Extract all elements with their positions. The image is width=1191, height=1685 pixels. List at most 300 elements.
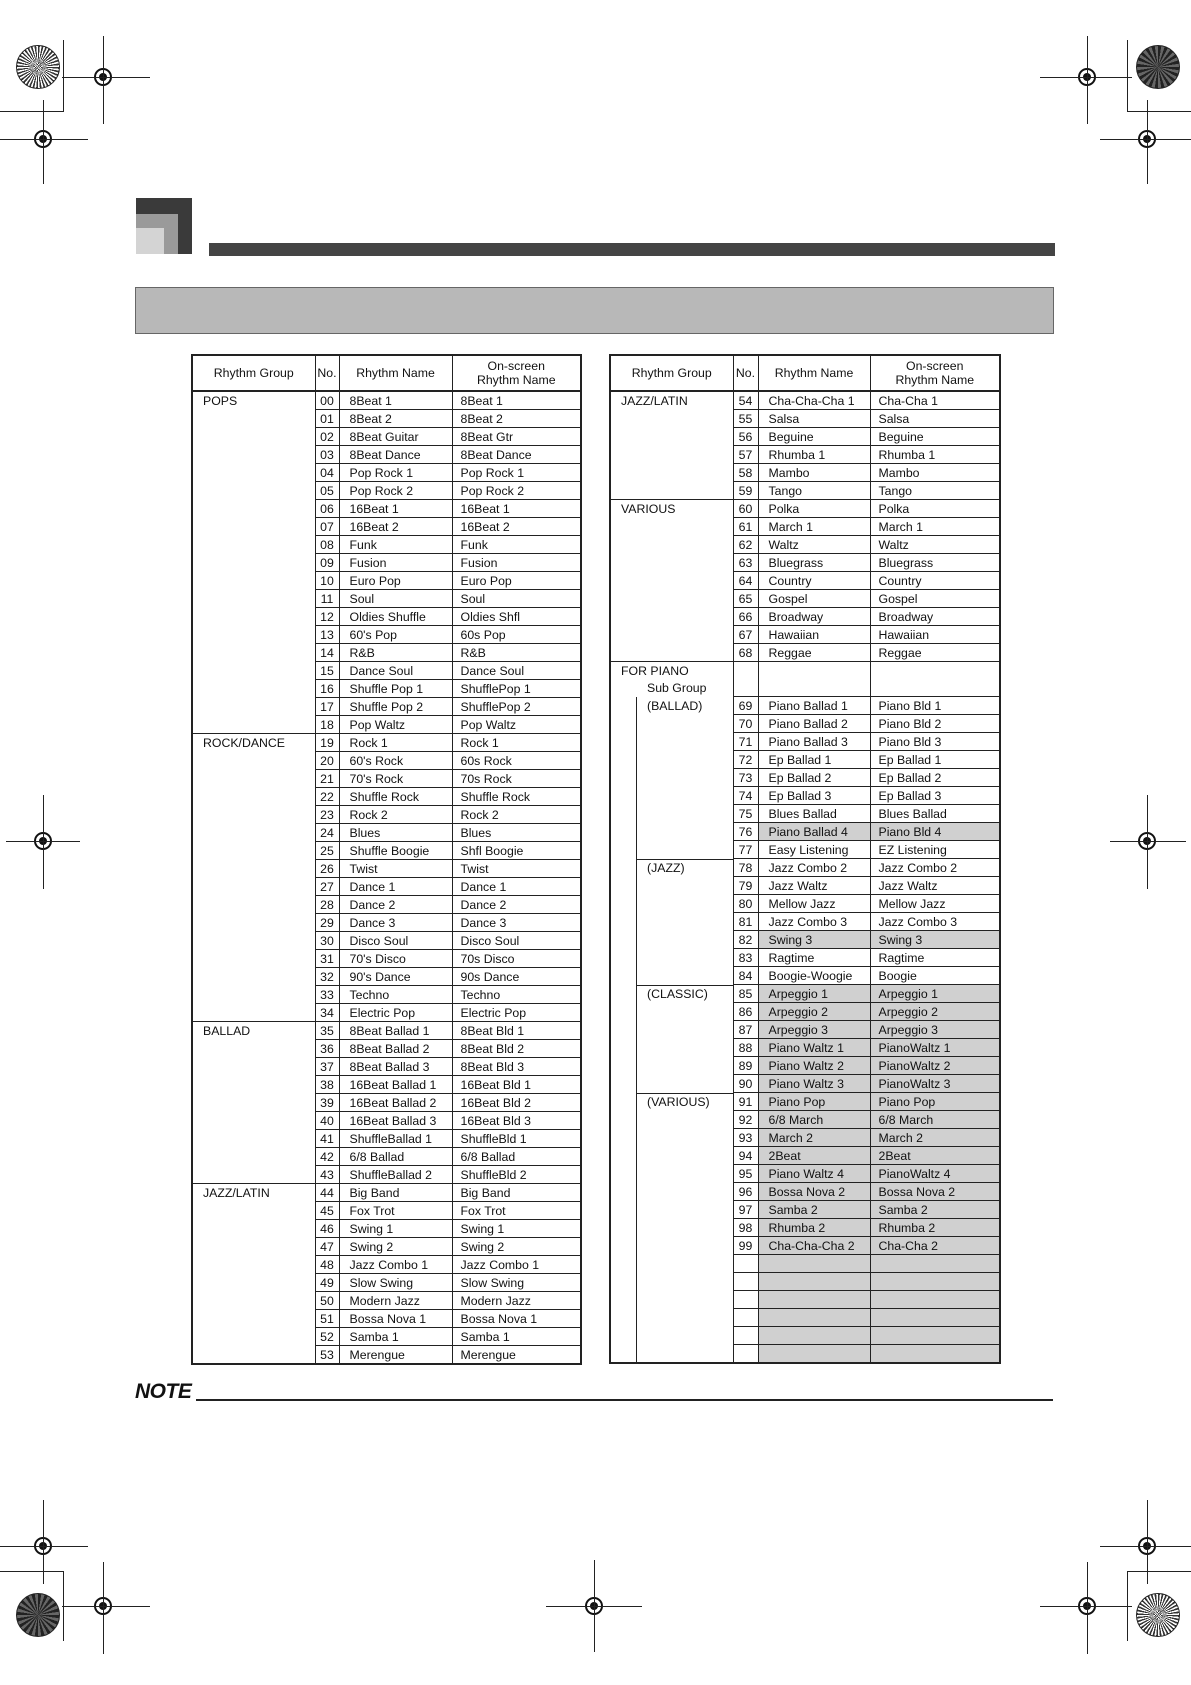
table-header-row [610, 355, 1000, 391]
onscreen-rhythm-name: Dance 1 [452, 878, 581, 896]
rhythm-name: 8Beat Ballad 1 [339, 1022, 452, 1040]
header-no: No. [315, 355, 339, 391]
onscreen-rhythm-name: Modern Jazz [452, 1292, 581, 1310]
rhythm-group-cell [610, 1147, 733, 1165]
rhythm-number: 59 [733, 482, 758, 500]
table-row [192, 572, 581, 590]
rhythm-table-left [191, 354, 582, 1365]
table-row [610, 805, 1000, 823]
onscreen-rhythm-name: ShuffleBld 2 [452, 1166, 581, 1184]
table-row [610, 787, 1000, 805]
rhythm-number: 89 [733, 1057, 758, 1075]
rhythm-name [758, 662, 870, 680]
table-row [610, 1237, 1000, 1255]
onscreen-rhythm-name [870, 662, 1000, 680]
rhythm-number: 98 [733, 1219, 758, 1237]
onscreen-rhythm-name: Bossa Nova 2 [870, 1183, 1000, 1201]
rhythm-number: 47 [315, 1238, 339, 1256]
rhythm-name: Arpeggio 2 [758, 1003, 870, 1021]
rhythm-group-cell [610, 464, 733, 482]
rhythm-number: 19 [315, 734, 339, 752]
table-row [610, 626, 1000, 644]
rhythm-group-cell [192, 446, 315, 464]
rhythm-name: Cha-Cha-Cha 1 [758, 391, 870, 410]
table-row [610, 554, 1000, 572]
rhythm-number: 65 [733, 590, 758, 608]
rhythm-number: 64 [733, 572, 758, 590]
onscreen-rhythm-name: Reggae [870, 644, 1000, 662]
table-row [610, 967, 1000, 985]
rhythm-name: 2Beat [758, 1147, 870, 1165]
rhythm-group-cell [192, 986, 315, 1004]
rhythm-group-cell [192, 1238, 315, 1256]
rhythm-name: Swing 3 [758, 931, 870, 949]
rhythm-name: Bossa Nova 1 [339, 1310, 452, 1328]
rhythm-name: Modern Jazz [339, 1292, 452, 1310]
onscreen-rhythm-name: Arpeggio 1 [870, 985, 1000, 1003]
rhythm-number: 35 [315, 1022, 339, 1040]
rhythm-name: Jazz Combo 2 [758, 859, 870, 877]
table-row [610, 1273, 1000, 1291]
table-row [192, 482, 581, 500]
rhythm-group-cell [192, 1112, 315, 1130]
rhythm-name: Ragtime [758, 949, 870, 967]
onscreen-rhythm-name: Oldies Shfl [452, 608, 581, 626]
onscreen-rhythm-name: Pop Waltz [452, 716, 581, 734]
onscreen-rhythm-name [870, 1345, 1000, 1364]
onscreen-rhythm-name: Mellow Jazz [870, 895, 1000, 913]
rhythm-number: 85 [733, 985, 758, 1003]
rhythm-group-cell [610, 554, 733, 572]
onscreen-rhythm-name: 16Beat 2 [452, 518, 581, 536]
rhythm-group-cell: JAZZ/LATIN [192, 1184, 315, 1202]
table-row [610, 1111, 1000, 1129]
rhythm-number: 86 [733, 1003, 758, 1021]
table-row [192, 428, 581, 446]
rhythm-number: 70 [733, 715, 758, 733]
rhythm-name: Tango [758, 482, 870, 500]
table-row [192, 968, 581, 986]
rhythm-number: 05 [315, 482, 339, 500]
rhythm-name: Shuffle Boogie [339, 842, 452, 860]
rhythm-number: 26 [315, 860, 339, 878]
rhythm-group-cell [192, 464, 315, 482]
table-row [610, 1075, 1000, 1093]
rhythm-number: 91 [733, 1093, 758, 1111]
rhythm-number: 02 [315, 428, 339, 446]
onscreen-rhythm-name: Shfl Boogie [452, 842, 581, 860]
onscreen-rhythm-name [870, 1327, 1000, 1345]
onscreen-rhythm-name: ShufflePop 2 [452, 698, 581, 716]
header-rhythm-name: Rhythm Name [339, 355, 452, 391]
rhythm-group-cell [610, 841, 733, 859]
rhythm-name: Shuffle Pop 1 [339, 680, 452, 698]
rhythm-group-cell [610, 733, 733, 751]
rhythm-group-cell: Sub Group [610, 679, 733, 697]
rhythm-name: Rock 2 [339, 806, 452, 824]
rhythm-number: 15 [315, 662, 339, 680]
rhythm-name: Mambo [758, 464, 870, 482]
rhythm-name: 8Beat Ballad 2 [339, 1040, 452, 1058]
rhythm-name [758, 1255, 870, 1273]
onscreen-rhythm-name: 6/8 Ballad [452, 1148, 581, 1166]
rhythm-group-cell [192, 878, 315, 896]
table-row [192, 770, 581, 788]
onscreen-rhythm-name: Swing 1 [452, 1220, 581, 1238]
rhythm-number: 97 [733, 1201, 758, 1219]
rhythm-group-cell [192, 1256, 315, 1274]
rhythm-number: 90 [733, 1075, 758, 1093]
onscreen-rhythm-name: Dance 2 [452, 896, 581, 914]
rhythm-group-cell: POPS [192, 391, 315, 410]
rhythm-group-cell [610, 1273, 733, 1291]
rhythm-number: 58 [733, 464, 758, 482]
rhythm-group-cell [610, 446, 733, 464]
rhythm-group-cell: (VARIOUS) [610, 1093, 733, 1111]
onscreen-rhythm-name: Fusion [452, 554, 581, 572]
onscreen-rhythm-name: Samba 2 [870, 1201, 1000, 1219]
rhythm-name: Hawaiian [758, 626, 870, 644]
table-row [192, 842, 581, 860]
table-row [610, 391, 1000, 410]
rhythm-group-cell [192, 536, 315, 554]
rhythm-group-cell [192, 1346, 315, 1365]
rhythm-name: Blues Ballad [758, 805, 870, 823]
rhythm-group-cell [192, 1040, 315, 1058]
rhythm-name [758, 1345, 870, 1364]
table-row [610, 913, 1000, 931]
rhythm-name: Bossa Nova 2 [758, 1183, 870, 1201]
rhythm-group-cell [192, 482, 315, 500]
onscreen-rhythm-name: Ragtime [870, 949, 1000, 967]
onscreen-rhythm-name: 8Beat Bld 3 [452, 1058, 581, 1076]
rhythm-number: 11 [315, 590, 339, 608]
rhythm-name: Piano Waltz 1 [758, 1039, 870, 1057]
rhythm-name: Arpeggio 1 [758, 985, 870, 1003]
onscreen-rhythm-name: Swing 3 [870, 931, 1000, 949]
table-row [192, 554, 581, 572]
rhythm-name [758, 1291, 870, 1309]
table-row [610, 1327, 1000, 1345]
onscreen-rhythm-name: Jazz Waltz [870, 877, 1000, 895]
color-wheel-icon [16, 45, 60, 89]
rhythm-name: 60's Pop [339, 626, 452, 644]
rhythm-group-cell [192, 716, 315, 734]
rhythm-name: Piano Ballad 4 [758, 823, 870, 841]
rhythm-number: 07 [315, 518, 339, 536]
table-row [610, 679, 1000, 697]
rhythm-name: Bluegrass [758, 554, 870, 572]
rhythm-number: 75 [733, 805, 758, 823]
onscreen-rhythm-name: R&B [452, 644, 581, 662]
rhythm-number [733, 1291, 758, 1309]
table-row [610, 1219, 1000, 1237]
rhythm-number: 06 [315, 500, 339, 518]
rhythm-number: 77 [733, 841, 758, 859]
rhythm-name: Electric Pop [339, 1004, 452, 1022]
rhythm-number: 04 [315, 464, 339, 482]
table-row [192, 1130, 581, 1148]
rhythm-name: March 2 [758, 1129, 870, 1147]
rhythm-name: Dance 1 [339, 878, 452, 896]
rhythm-name: Country [758, 572, 870, 590]
rhythm-name: 8Beat Ballad 3 [339, 1058, 452, 1076]
table-row [610, 536, 1000, 554]
table-row [610, 410, 1000, 428]
table-row [610, 482, 1000, 500]
table-row [610, 446, 1000, 464]
rhythm-group-cell [610, 823, 733, 841]
rhythm-group-cell [192, 500, 315, 518]
onscreen-rhythm-name: 8Beat Gtr [452, 428, 581, 446]
table-row [610, 1165, 1000, 1183]
rhythm-group-cell [192, 428, 315, 446]
rhythm-number: 99 [733, 1237, 758, 1255]
table-row [610, 1093, 1000, 1111]
table-row [610, 500, 1000, 518]
rhythm-number: 18 [315, 716, 339, 734]
rhythm-group-cell [192, 644, 315, 662]
rhythm-name: Broadway [758, 608, 870, 626]
rhythm-name: Salsa [758, 410, 870, 428]
onscreen-rhythm-name: Beguine [870, 428, 1000, 446]
rhythm-number: 42 [315, 1148, 339, 1166]
rhythm-name: Dance Soul [339, 662, 452, 680]
rhythm-number [733, 1345, 758, 1364]
onscreen-rhythm-name: Soul [452, 590, 581, 608]
onscreen-rhythm-name: Funk [452, 536, 581, 554]
table-row [192, 986, 581, 1004]
rhythm-number: 17 [315, 698, 339, 716]
table-row [610, 859, 1000, 877]
rhythm-number: 49 [315, 1274, 339, 1292]
table-row [610, 823, 1000, 841]
onscreen-rhythm-name: PianoWaltz 1 [870, 1039, 1000, 1057]
table-row [610, 715, 1000, 733]
rhythm-name: 16Beat Ballad 1 [339, 1076, 452, 1094]
note-rule [196, 1399, 1053, 1401]
onscreen-rhythm-name: Ep Ballad 1 [870, 751, 1000, 769]
rhythm-number: 68 [733, 644, 758, 662]
rhythm-number: 56 [733, 428, 758, 446]
table-row [192, 644, 581, 662]
rhythm-name: 8Beat Dance [339, 446, 452, 464]
rhythm-name: Ep Ballad 3 [758, 787, 870, 805]
rhythm-number: 74 [733, 787, 758, 805]
rhythm-group-cell [192, 914, 315, 932]
header-rhythm-group: Rhythm Group [192, 355, 315, 391]
table-row [610, 877, 1000, 895]
onscreen-rhythm-name: 16Beat Bld 1 [452, 1076, 581, 1094]
onscreen-rhythm-name: ShufflePop 1 [452, 680, 581, 698]
rhythm-number: 34 [315, 1004, 339, 1022]
rhythm-number: 31 [315, 950, 339, 968]
table-row [192, 464, 581, 482]
onscreen-rhythm-name: Dance 3 [452, 914, 581, 932]
table-row [192, 680, 581, 698]
rhythm-group-cell [192, 752, 315, 770]
rhythm-name: Dance 3 [339, 914, 452, 932]
rhythm-group-cell [610, 787, 733, 805]
onscreen-rhythm-name: 16Beat Bld 3 [452, 1112, 581, 1130]
rhythm-group-cell [192, 1130, 315, 1148]
rhythm-name: Merengue [339, 1346, 452, 1365]
rhythm-number [733, 1327, 758, 1345]
rhythm-group-cell [610, 895, 733, 913]
table-row [192, 518, 581, 536]
onscreen-rhythm-name: 8Beat 1 [452, 391, 581, 410]
onscreen-rhythm-name: Boogie [870, 967, 1000, 985]
rhythm-group-cell [610, 518, 733, 536]
rhythm-number: 57 [733, 446, 758, 464]
rhythm-group-cell [192, 896, 315, 914]
color-wheel-icon [1136, 1593, 1180, 1637]
rhythm-name: Cha-Cha-Cha 2 [758, 1237, 870, 1255]
rhythm-group-cell [610, 1327, 733, 1345]
rhythm-group-cell [610, 931, 733, 949]
onscreen-rhythm-name: Bluegrass [870, 554, 1000, 572]
onscreen-rhythm-name [870, 679, 1000, 697]
rhythm-name: 60's Rock [339, 752, 452, 770]
rhythm-name: Rhumba 1 [758, 446, 870, 464]
onscreen-rhythm-name: Rock 2 [452, 806, 581, 824]
onscreen-rhythm-name: 8Beat Dance [452, 446, 581, 464]
onscreen-rhythm-name: Ep Ballad 3 [870, 787, 1000, 805]
onscreen-rhythm-name: 16Beat Bld 2 [452, 1094, 581, 1112]
table-row [192, 626, 581, 644]
onscreen-rhythm-name: Piano Bld 3 [870, 733, 1000, 751]
table-row [192, 788, 581, 806]
rhythm-group-cell: (BALLAD) [610, 697, 733, 715]
rhythm-name: Dance 2 [339, 896, 452, 914]
table-row [192, 1274, 581, 1292]
rhythm-number: 51 [315, 1310, 339, 1328]
rhythm-group-cell [192, 1274, 315, 1292]
rhythm-number [733, 1273, 758, 1291]
rhythm-group-cell [610, 482, 733, 500]
rhythm-group-cell [610, 1021, 733, 1039]
table-row [192, 860, 581, 878]
table-row [192, 1292, 581, 1310]
table-row [610, 751, 1000, 769]
onscreen-rhythm-name [870, 1309, 1000, 1327]
rhythm-name: Piano Waltz 4 [758, 1165, 870, 1183]
rhythm-group-cell [192, 1328, 315, 1346]
onscreen-rhythm-name: Big Band [452, 1184, 581, 1202]
rhythm-group-cell [192, 824, 315, 842]
rhythm-name: Beguine [758, 428, 870, 446]
rhythm-number: 52 [315, 1328, 339, 1346]
rhythm-group-cell [192, 1148, 315, 1166]
table-row [610, 1129, 1000, 1147]
onscreen-rhythm-name: Cha-Cha 1 [870, 391, 1000, 410]
table-row [192, 1202, 581, 1220]
onscreen-rhythm-name: 70s Disco [452, 950, 581, 968]
rhythm-group-cell [610, 1003, 733, 1021]
rhythm-name: Ep Ballad 1 [758, 751, 870, 769]
rhythm-name: Rhumba 2 [758, 1219, 870, 1237]
table-row [192, 1058, 581, 1076]
onscreen-rhythm-name: 6/8 March [870, 1111, 1000, 1129]
table-row [192, 662, 581, 680]
rhythm-group-cell [192, 1166, 315, 1184]
rhythm-number: 20 [315, 752, 339, 770]
rhythm-group-cell [610, 608, 733, 626]
table-row [610, 931, 1000, 949]
rhythm-name: Piano Ballad 2 [758, 715, 870, 733]
table-row [610, 1309, 1000, 1327]
rhythm-number: 43 [315, 1166, 339, 1184]
rhythm-group-cell [610, 1219, 733, 1237]
header-onscreen-name: On-screen Rhythm Name [452, 355, 581, 391]
rhythm-number: 29 [315, 914, 339, 932]
table-row [610, 769, 1000, 787]
rhythm-group-cell [192, 590, 315, 608]
rhythm-number: 71 [733, 733, 758, 751]
rhythm-group-cell: BALLAD [192, 1022, 315, 1040]
onscreen-rhythm-name [870, 1291, 1000, 1309]
table-row [610, 1201, 1000, 1219]
rhythm-number: 32 [315, 968, 339, 986]
rhythm-name: Samba 1 [339, 1328, 452, 1346]
onscreen-rhythm-name: Salsa [870, 410, 1000, 428]
rhythm-number: 55 [733, 410, 758, 428]
rhythm-number: 81 [733, 913, 758, 931]
table-row [192, 716, 581, 734]
rhythm-number: 94 [733, 1147, 758, 1165]
onscreen-rhythm-name: Gospel [870, 590, 1000, 608]
onscreen-rhythm-name: March 2 [870, 1129, 1000, 1147]
rhythm-number: 21 [315, 770, 339, 788]
rhythm-number: 37 [315, 1058, 339, 1076]
rhythm-number: 45 [315, 1202, 339, 1220]
rhythm-name: 8Beat Guitar [339, 428, 452, 446]
table-row [192, 752, 581, 770]
onscreen-rhythm-name: Blues [452, 824, 581, 842]
rhythm-number: 88 [733, 1039, 758, 1057]
header-no: No. [733, 355, 758, 391]
rhythm-name: Piano Pop [758, 1093, 870, 1111]
onscreen-rhythm-name [870, 1255, 1000, 1273]
table-row [192, 806, 581, 824]
color-wheel-icon [1136, 45, 1180, 89]
rhythm-number: 87 [733, 1021, 758, 1039]
rhythm-name: Reggae [758, 644, 870, 662]
table-row [610, 590, 1000, 608]
table-row [192, 1166, 581, 1184]
onscreen-rhythm-name: 60s Pop [452, 626, 581, 644]
rhythm-name: Piano Ballad 1 [758, 697, 870, 715]
rhythm-number: 01 [315, 410, 339, 428]
onscreen-rhythm-name: Tango [870, 482, 1000, 500]
rhythm-name: Funk [339, 536, 452, 554]
rhythm-number: 54 [733, 391, 758, 410]
header-onscreen-name: On-screen Rhythm Name [870, 355, 1000, 391]
table-row [192, 896, 581, 914]
rhythm-group-cell [610, 1165, 733, 1183]
rhythm-number: 00 [315, 391, 339, 410]
rhythm-group-cell: JAZZ/LATIN [610, 391, 733, 410]
rhythm-name: R&B [339, 644, 452, 662]
rhythm-name: ShuffleBallad 2 [339, 1166, 452, 1184]
rhythm-name: Fusion [339, 554, 452, 572]
rhythm-group-cell [610, 751, 733, 769]
table-row [610, 1057, 1000, 1075]
rhythm-name: ShuffleBallad 1 [339, 1130, 452, 1148]
table-row [192, 1238, 581, 1256]
table-row [192, 1094, 581, 1112]
rhythm-group-cell [610, 1201, 733, 1219]
